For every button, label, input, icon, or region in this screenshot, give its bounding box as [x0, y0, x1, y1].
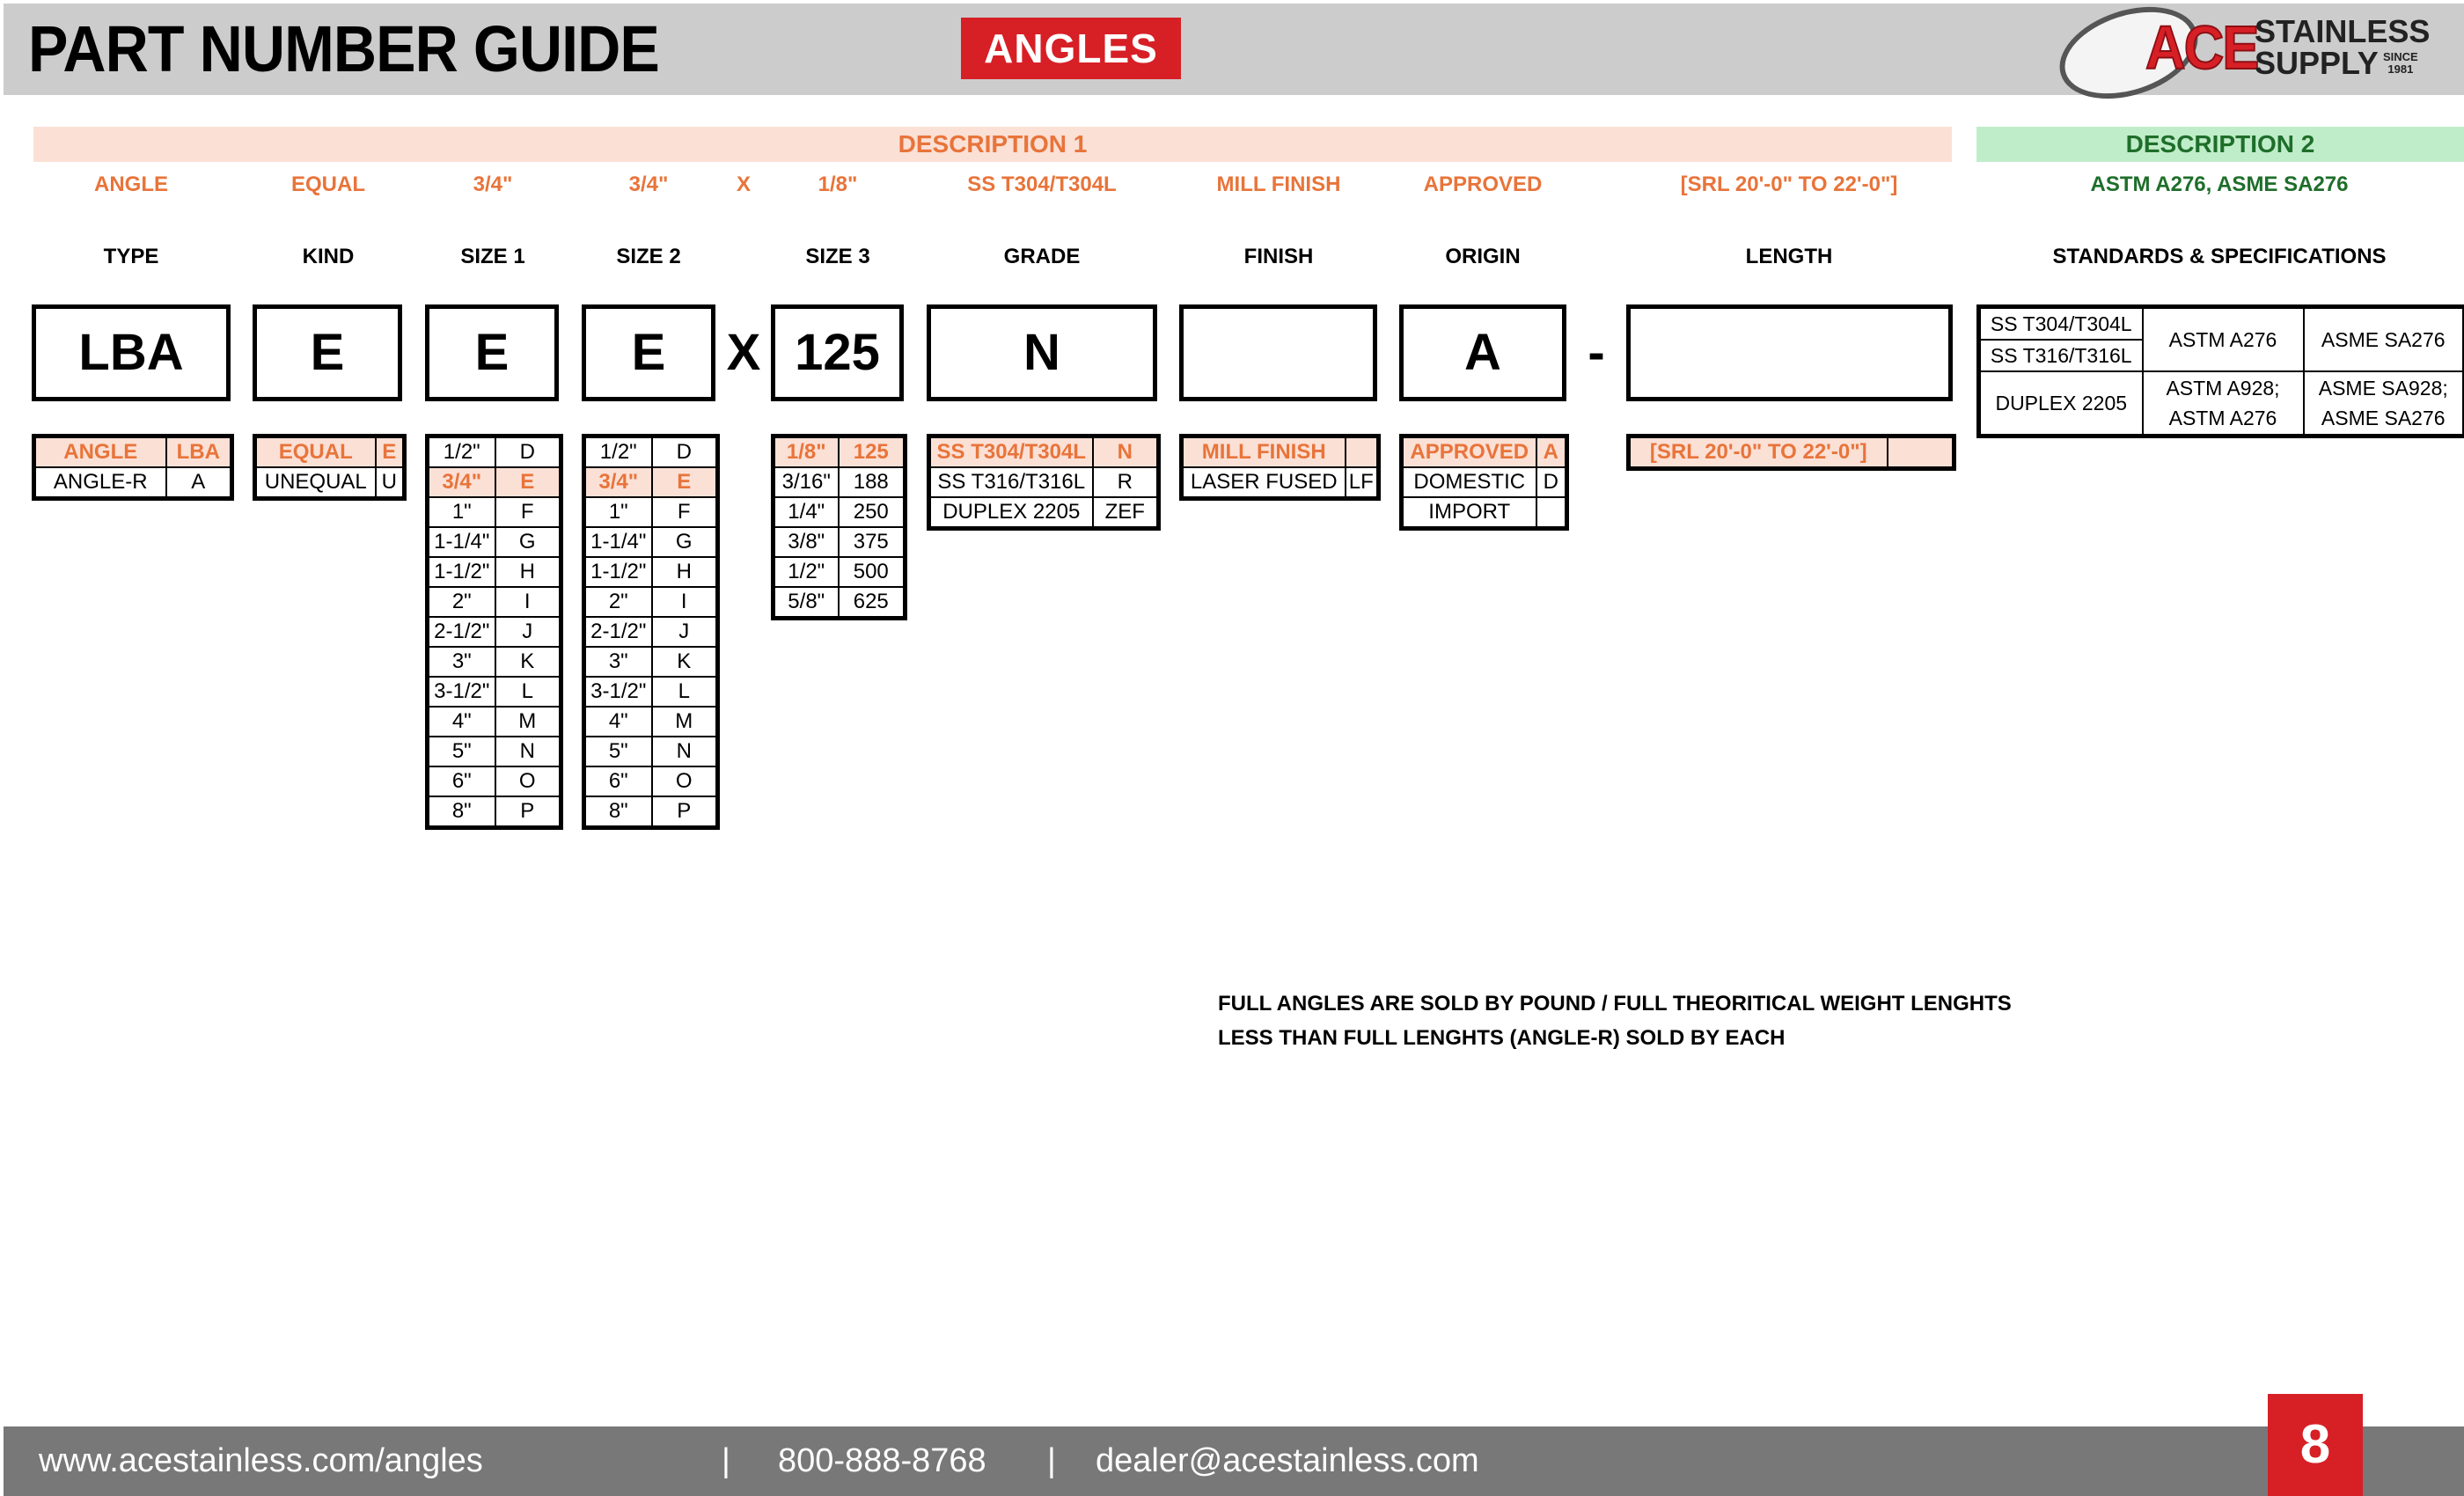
logo-line1: STAINLESS — [2255, 13, 2431, 49]
option-code: I — [652, 587, 718, 617]
label-size3: SIZE 3 — [805, 245, 870, 268]
desc-size2: 3/4" — [628, 172, 669, 196]
table-row — [584, 677, 718, 707]
note-line-1: FULL ANGLES ARE SOLD BY POUND / FULL THEORITICAL WEIGHT LENGHTS — [1218, 992, 2012, 1016]
option-label: 3/16" — [774, 467, 839, 497]
table-row — [774, 497, 906, 527]
table-row — [1979, 307, 2464, 341]
kind-options-table — [253, 434, 407, 501]
standards-grade: SS T316/T316L — [1979, 340, 2143, 371]
origin-options-table — [1399, 434, 1569, 531]
option-code: N — [652, 737, 718, 766]
table-row — [584, 557, 718, 587]
code-box-size1: E — [425, 304, 559, 401]
footer-email-link[interactable]: dealer@acestainless.com — [1096, 1442, 1479, 1479]
desc-kind: EQUAL — [291, 172, 365, 196]
option-label: 8" — [584, 796, 652, 828]
option-code: G — [495, 527, 561, 557]
option-code — [1346, 436, 1379, 468]
table-row — [1629, 436, 1954, 469]
table-row — [929, 467, 1159, 497]
standards-asme — [2304, 371, 2464, 436]
table-row — [428, 647, 561, 677]
table-row — [584, 467, 718, 497]
option-label: DOMESTIC — [1402, 467, 1536, 497]
option-label: 4" — [584, 707, 652, 737]
desc-grade: SS T304/T304L — [967, 172, 1117, 196]
footer-divider: | — [722, 1442, 730, 1479]
option-label: 5/8" — [774, 587, 839, 619]
option-label: SS T316/T316L — [929, 467, 1093, 497]
option-code: P — [652, 796, 718, 828]
option-label: [SRL 20'-0" TO 22'-0"] — [1629, 436, 1888, 469]
option-code: J — [652, 617, 718, 647]
option-label: LASER FUSED — [1182, 467, 1346, 499]
option-code: I — [495, 587, 561, 617]
option-label: 1-1/4" — [584, 527, 652, 557]
table-row — [584, 796, 718, 828]
standards-astm-line: ASTM A928; — [2166, 377, 2280, 400]
option-label: 1/8" — [774, 436, 839, 468]
table-row — [774, 527, 906, 557]
table-row — [1182, 436, 1379, 468]
label-standards: STANDARDS & SPECIFICATIONS — [2052, 245, 2387, 268]
logo-since — [2383, 51, 2418, 76]
company-logo — [2050, 5, 2431, 90]
size1-options-table — [425, 434, 563, 830]
standards-astm-line: ASTM A276 — [2168, 407, 2277, 429]
table-row — [428, 796, 561, 828]
code-box-size3: 125 — [771, 304, 904, 401]
note-line-2: LESS THAN FULL LENGHTS (ANGLE-R) SOLD BY EACH — [1218, 1026, 1786, 1050]
option-label: 3/4" — [584, 467, 652, 497]
option-label: 3/8" — [774, 527, 839, 557]
label-length: LENGTH — [1745, 245, 1833, 268]
option-label: 3" — [428, 647, 495, 677]
option-label: 1/2" — [428, 436, 495, 468]
table-row — [929, 436, 1159, 468]
option-label: 3-1/2" — [428, 677, 495, 707]
finish-options-table — [1179, 434, 1381, 501]
dash-separator: - — [1588, 324, 1605, 381]
option-label: 5" — [428, 737, 495, 766]
standards-asme-line: ASME SA276 — [2321, 407, 2446, 429]
option-label: IMPORT — [1402, 497, 1536, 529]
table-row — [774, 557, 906, 587]
table-row — [428, 527, 561, 557]
option-code: D — [495, 436, 561, 468]
table-row — [255, 436, 405, 468]
table-row — [428, 467, 561, 497]
option-code: O — [652, 766, 718, 796]
standards-astm — [2143, 371, 2304, 436]
code-box-finish — [1179, 304, 1377, 401]
table-row — [428, 707, 561, 737]
table-row — [255, 467, 405, 499]
desc-finish: MILL FINISH — [1216, 172, 1341, 196]
option-code — [1888, 436, 1954, 469]
description-2-band: DESCRIPTION 2 — [1976, 127, 2464, 162]
option-code: N — [495, 737, 561, 766]
option-code: F — [495, 497, 561, 527]
option-label: 1" — [428, 497, 495, 527]
option-label: DUPLEX 2205 — [929, 497, 1093, 529]
desc-origin: APPROVED — [1423, 172, 1543, 196]
table-row — [428, 587, 561, 617]
option-code: K — [652, 647, 718, 677]
option-label: 2-1/2" — [584, 617, 652, 647]
table-row — [584, 737, 718, 766]
table-row — [428, 557, 561, 587]
option-code: F — [652, 497, 718, 527]
desc-standards: ASTM A276, ASME SA276 — [2090, 172, 2349, 196]
option-code: A — [166, 467, 232, 499]
table-row — [1979, 371, 2464, 436]
table-row — [584, 766, 718, 796]
table-row — [584, 497, 718, 527]
option-code: 250 — [839, 497, 906, 527]
table-row — [1402, 497, 1567, 529]
option-code: K — [495, 647, 561, 677]
option-label: 2-1/2" — [428, 617, 495, 647]
table-row — [584, 527, 718, 557]
table-row — [584, 587, 718, 617]
option-code: E — [652, 467, 718, 497]
label-type: TYPE — [103, 245, 159, 268]
option-code: 375 — [839, 527, 906, 557]
page-title: PART NUMBER GUIDE — [28, 12, 659, 85]
grade-options-table — [927, 434, 1161, 531]
option-code: A — [1536, 436, 1567, 468]
option-label: 2" — [428, 587, 495, 617]
option-code: 125 — [839, 436, 906, 468]
code-box-grade: N — [927, 304, 1157, 401]
table-row — [428, 677, 561, 707]
table-row — [774, 467, 906, 497]
standards-grade: DUPLEX 2205 — [1979, 371, 2143, 436]
option-code: 625 — [839, 587, 906, 619]
option-label: 8" — [428, 796, 495, 828]
option-label: 1-1/4" — [428, 527, 495, 557]
label-kind: KIND — [302, 245, 355, 268]
table-row — [1402, 436, 1567, 468]
logo-line2: SUPPLY — [2255, 45, 2379, 81]
option-code: LBA — [166, 436, 232, 468]
table-row — [1182, 467, 1379, 499]
option-code: D — [1536, 467, 1567, 497]
table-row — [584, 647, 718, 677]
label-grade: GRADE — [1003, 245, 1081, 268]
code-box-size2: E — [582, 304, 715, 401]
table-row — [584, 617, 718, 647]
standards-astm: ASTM A276 — [2143, 307, 2304, 372]
option-code — [1536, 497, 1567, 529]
desc-x: X — [736, 172, 752, 196]
code-box-origin: A — [1399, 304, 1566, 401]
option-label: 3-1/2" — [584, 677, 652, 707]
table-row — [774, 587, 906, 619]
option-code: M — [495, 707, 561, 737]
option-code: 188 — [839, 467, 906, 497]
option-label: ANGLE-R — [34, 467, 166, 499]
table-row — [428, 766, 561, 796]
option-label: 2" — [584, 587, 652, 617]
length-options-table — [1626, 434, 1956, 471]
page-number-badge: 8 — [2268, 1394, 2363, 1496]
option-code: H — [652, 557, 718, 587]
option-code: N — [1093, 436, 1159, 468]
code-box-type: LBA — [32, 304, 231, 401]
option-label: 6" — [584, 766, 652, 796]
standards-table — [1976, 304, 2464, 438]
desc-size3: 1/8" — [818, 172, 858, 196]
option-label: 1-1/2" — [584, 557, 652, 587]
option-label: 1/4" — [774, 497, 839, 527]
option-code: P — [495, 796, 561, 828]
standards-asme: ASME SA276 — [2304, 307, 2464, 372]
option-code: H — [495, 557, 561, 587]
table-row — [428, 737, 561, 766]
option-code: E — [495, 467, 561, 497]
table-row — [428, 497, 561, 527]
option-label: 4" — [428, 707, 495, 737]
option-label: 6" — [428, 766, 495, 796]
option-label: SS T304/T304L — [929, 436, 1093, 468]
description-1-band: DESCRIPTION 1 — [33, 127, 1952, 162]
option-code: O — [495, 766, 561, 796]
option-code: ZEF — [1093, 497, 1159, 529]
option-code: R — [1093, 467, 1159, 497]
table-row — [428, 436, 561, 468]
table-row — [929, 497, 1159, 529]
label-origin: ORIGIN — [1445, 245, 1521, 268]
option-label: 1/2" — [584, 436, 652, 468]
option-label: 1-1/2" — [428, 557, 495, 587]
size2-options-table — [582, 434, 720, 830]
option-code: M — [652, 707, 718, 737]
option-label: 1" — [584, 497, 652, 527]
code-box-length — [1626, 304, 1953, 401]
option-code: L — [652, 677, 718, 707]
option-code: L — [495, 677, 561, 707]
table-row — [584, 707, 718, 737]
label-finish: FINISH — [1243, 245, 1314, 268]
option-label: MILL FINISH — [1182, 436, 1346, 468]
table-row — [428, 617, 561, 647]
table-row — [1402, 467, 1567, 497]
option-code: 500 — [839, 557, 906, 587]
desc-size1: 3/4" — [473, 172, 513, 196]
table-row — [34, 467, 232, 499]
option-code: E — [376, 436, 405, 468]
option-label: 1/2" — [774, 557, 839, 587]
code-box-kind: E — [253, 304, 402, 401]
standards-grade: SS T304/T304L — [1979, 307, 2143, 341]
type-options-table — [32, 434, 234, 501]
option-label: 3" — [584, 647, 652, 677]
x-separator: X — [726, 324, 761, 381]
option-code: U — [376, 467, 405, 499]
table-row — [774, 436, 906, 468]
option-code: J — [495, 617, 561, 647]
option-code: G — [652, 527, 718, 557]
logo-since-year: 1981 — [2387, 62, 2414, 76]
footer-website-link[interactable]: www.acestainless.com/angles — [39, 1442, 483, 1479]
table-row — [34, 436, 232, 468]
option-label: 5" — [584, 737, 652, 766]
option-code: LF — [1346, 467, 1379, 499]
option-label: APPROVED — [1402, 436, 1536, 468]
option-label: UNEQUAL — [255, 467, 376, 499]
logo-since-label: SINCE — [2383, 50, 2418, 63]
option-label: ANGLE — [34, 436, 166, 468]
desc-length: [SRL 20'-0" TO 22'-0"] — [1680, 172, 1898, 196]
desc-type: ANGLE — [94, 172, 168, 196]
section-badge: ANGLES — [961, 18, 1181, 79]
option-label: EQUAL — [255, 436, 376, 468]
logo-brand: ACE — [2145, 13, 2258, 82]
standards-asme-line: ASME SA928; — [2318, 377, 2448, 400]
size3-options-table — [771, 434, 907, 620]
table-row — [584, 436, 718, 468]
footer-phone-link[interactable]: 800-888-8768 — [778, 1442, 986, 1479]
footer-divider: | — [1047, 1442, 1056, 1479]
label-size2: SIZE 2 — [616, 245, 681, 268]
option-code: D — [652, 436, 718, 468]
label-size1: SIZE 1 — [460, 245, 525, 268]
option-label: 3/4" — [428, 467, 495, 497]
